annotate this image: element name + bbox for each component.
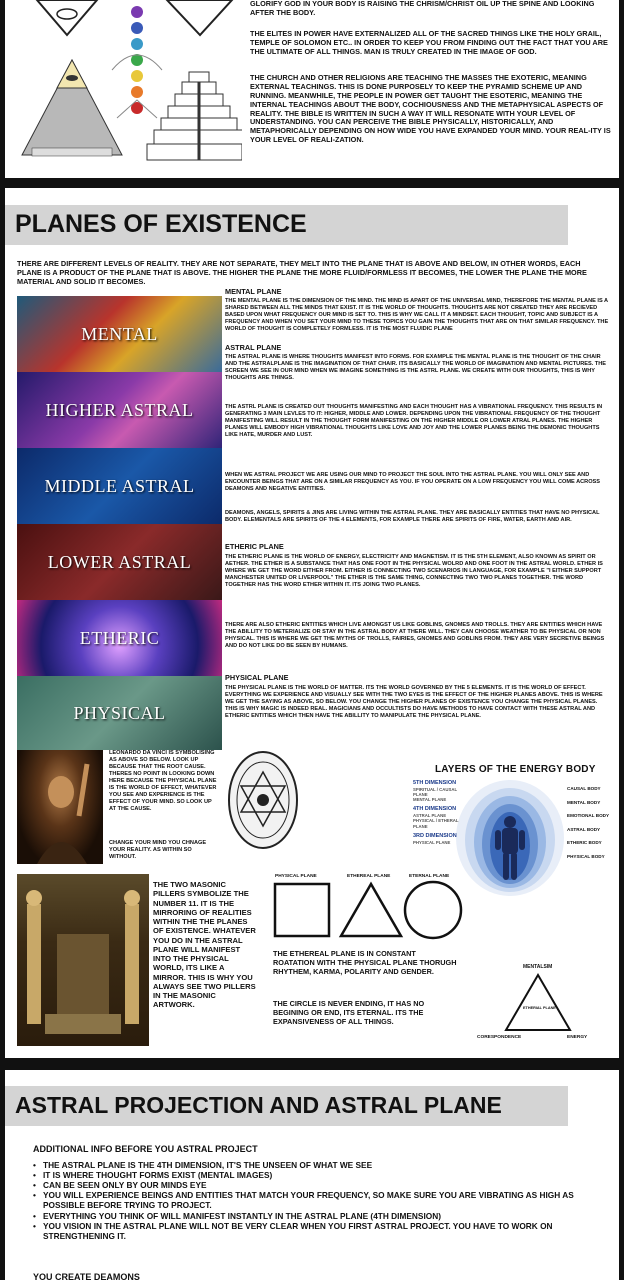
physical-text: THE PHYSICAL PLANE IS THE WORLD OF MATTER. ITS THE WORLD GOVERNED BY THE 5 ELEMENTS. IT IS THE WORLD OF EFFECT. EVERYTHING WE EXPERIENCE AND VISUALLY SEE WITH THE TWO EYES IS THE EFFECT OF THE HIGHER PLANES ABOVE. THIS IS WHERE WE GET THE SAYING AS ABOVE, SO BELOW. YOU CHANGE THE HIGHER PLANES OF EXISTENCE YOU CHANGE THE PHYSICAL PLANES. THIS IS WHY MAGIC IS INDEED REAL. MAGICIANS AND OCCULTISTS DO HAVE METHODS TO HAVE CONTACT WITH THESE ASTRAL AND ETHERIC ENTITIES WHICH THEN HAVE THE ABILLITY TO MANIPULATE THE PHYSICAL PLANE. bbox=[225, 685, 603, 719]
section-title: ASTRAL PROJECTION AND ASTRAL PLANE bbox=[15, 1092, 502, 1118]
etheric-plane-image: ETHERIC bbox=[17, 600, 222, 676]
square-icon bbox=[275, 884, 329, 936]
masonic-painting bbox=[17, 874, 149, 1046]
layers-right-labels: CAUSAL BODY MENTAL BODY EMOTIONAL BODY ASTRAL BODY ETHERIC BODY PHYSICAL BODY bbox=[567, 786, 610, 859]
planes-panel bbox=[5, 188, 619, 1058]
list-item: • CAN BE SEEN ONLY BY OUR MINDS EYE bbox=[31, 1180, 601, 1190]
masonic-seal-icon bbox=[225, 748, 301, 866]
energy-body-diagram bbox=[455, 776, 565, 896]
tri-right-label: ENERGY bbox=[567, 1035, 588, 1040]
cut-heading: YOU CREATE DEAMONS bbox=[33, 1272, 140, 1280]
shapes-text-2: THE CIRCLE IS NEVER ENDING, IT HAS NO BEGINING OR END, ITS ETERNAL. ITS THE EXPANSIVENESS OF ALL THINGS. bbox=[273, 999, 425, 1026]
lower-astral-image: LOWER ASTRAL bbox=[17, 524, 222, 600]
higher-astral-image: HIGHER ASTRAL bbox=[17, 372, 222, 448]
astral-text-3: WHEN WE ASTRAL PROJECT WE ARE USING OUR MIND TO PROJECT THE SOUL INTO THE ASTRAL PLANE. YOU WILL ONLY SEE AND ENCOUNTER BEINGS THAT ARE ON A SIMILAR FREQUENCY AS YOU. IF YOU OPERATE ON A LOW FREQUENCY YOU WILL COME ACROSS DEAMONS AND NEGATIVE ENTITIES. bbox=[225, 472, 601, 492]
triangle-icon bbox=[167, 0, 232, 35]
top-panel bbox=[5, 0, 619, 178]
masonic-text: THE TWO MASONIC PILLERS SYMBOLIZE THE NUMBER 11. IT IS THE MIRRORING OF REALITIES WITHIN THE THE PLANES OF EXISTENCE. WHATEVER YOU DO IN THE ASTRAL PLANE WILL MANIFEST INTO THE PHYSICAL WORLD, ITS LIKE A MIRROR. THIS IS WHY YOU ALWAYS SEE TWO PILLERS IN THE MASONIC ARTWORK. bbox=[153, 880, 256, 1010]
astral-text-2: THE ASTRL PLANE IS CREATED OUT THOUGHTS MANIFESTING AND EACH THOUGHT HAS A VIBRATIONAL FREQUENCY. THIS RESULTS IN GENERATING 3 MAIN LEVLES TO IT: HIGHER, MIDDLE AND LOWER. DEPENDING UPON THE VIBRATIONAL FREQUENCY OF THE THOUGHT MANIFESTING WILL RESULT IN THE THOUGHT FORM MANIFESTING ON THE HIGHER MIDDLE OR LOWER ATRAL PLANES. THE HIGHER PLANES WILL EMBODY HIGH VIBRATIONAL THOUGHTS LIKE LOVE AND JOY AND THE LOWER PLANES BEING THE DEMONIC THOUGHTS LIKE HATE, MURDER AND LUST. bbox=[225, 404, 603, 438]
planes-intro: THERE ARE DIFFERENT LEVELS OF REALITY. THEY ARE NOT SEPARATE, THEY MELT INTO THE PLANE THAT IS ABOVE AND BELOW, IN OTHER WORDS, EACH PLANE IS A PRODUCT OF THE PLANE THAT IS ABOVE. THE HIGHER THE PLANE THE MORE FLUID/FORMLESS IT BECOMES, THE LOWER THE PLANE THE MORE MATERIAL AND SOLID IT BECOMES. bbox=[17, 259, 587, 286]
chakra-figure-icon bbox=[112, 6, 162, 118]
layers-left-labels: 5TH DIMENSION SPIRITUAL / CAUSAL PLANE MENTAL PLANE 4TH DIMENSION ASTRAL PLANE PHYSICAL / ETHERAL PLANE 3RD DIMENSION PHYSICAL PLANE bbox=[413, 780, 459, 845]
two-pillars-icon bbox=[17, 874, 149, 1046]
davinci-text-1: LEONARDO DA VINCI IS SYMBOLISING AS ABOVE SO BELOW. LOOK UP BECAUSE THAT THE ROOT CAUSE. THERES NO POINT IN LOOKING DOWN HERE BECAUSE THE PHYSICAL PLANE IS THE WORLD OF EFFECT, WHATEVER YOU SEE AND EXPERIENCE IS THE EFFECT OF YOUR MIND. SO LOOK UP AT THE CAUSE. bbox=[109, 750, 217, 812]
davinci-text-2: CHANGE YOUR MIND YOU CHNAGE YOUR REALITY. AS WITHIN SO WITHOUT. bbox=[109, 840, 207, 860]
label-ethereal-plane: ETHEREAL PLANE bbox=[347, 874, 391, 879]
mental-plane-image: MENTAL bbox=[17, 296, 222, 372]
astral-text-1: THE ASTRAL PLANE IS WHERE THOUGHTS MANIFEST INTO FORMS. FOR EXAMPLE THE MENTAL PLANE IS THE THOUGHT OF THE CHAIR AND THE ASTRALPLANE IS THE IMAGINATION OF THAT CHAIR. ITS BASICALLY THE WORLD OF IMAGINATION AND MENTAL PICTURES. THE SCREEN WE SEE IN OUR MIND WHEN WE IMAGINE SOMETHING IS THE ASTRL PLANE. WE CREATE WITH OUR THOUGHTS, THIS IS WHY THOUGHTS ARE THINGS. bbox=[225, 354, 606, 381]
top-paragraph-3: THE CHURCH AND OTHER RELIGIONS ARE TEACHING THE MASSES THE EXOTERIC, MEANING EXTERNAL TEACHINGS. THIS IS DONE PURPOSELY TO KEEP THE PYRAMID SCHEME UP AND RUNNING. MEANWHILE, THE PEOPLE IN POWER GET TAUGHT THE ESOTERIC, MEANING THE INTERNAL TEACHINGS ABOUT THE BODY, COCHIOUSNESS AND THE METAPHYSICAL ASPECTS OF REALITY. THE BIBLE IS WRITTEN IN SUCH A WAY IT WILL RESONATE WITH YOUR LEVEL OF UNDERSTANDING. YOU CAN PERCEIVE THE BIBLE PHYSICALLY, HISTORICALLY, AND METAPHORICALLY DEPENDING ON HOW WIDE YOU HAVE EXPANDED YOUR MIND. YOUR REAL-ITY IS YOUR LEVEL OF REALI-ZATION. bbox=[250, 73, 611, 145]
astral-text-4: DEAMONS, ANGELS, SPIRITS & JINS ARE LIVING WITHIN THE ASTRAL PLANE. THEY ARE BASICALLY ENTITIES THAT HAVE NO PHYSICAL BODY. ELEMENTALS ARE SPIRITS OF THE 4 ELEMENTS, FOR EXAMPLE THERE ARE SPIRITS OF FIRE, WATER, EARTH AND AIR. bbox=[225, 510, 600, 523]
eye-triangle-icon bbox=[37, 0, 97, 35]
top-paragraph-2: THE ELITES IN POWER HAVE EXTERNALIZED ALL OF THE SACRED THINGS LIKE THE HOLY GRAIL, TEMPLE OF SOLOMON ETC.. IN ORDER TO KEEP YOU FROM FINDING OUT THE FACT THAT YOU ARE THE ULTIMATE OF ALL THINGS. MAN IS TRULY CREATED IN THE IMAGE OF GOD. bbox=[250, 29, 608, 56]
mental-text: THE MENTAL PLANE IS THE DIMENSION OF THE MIND. THE MIND IS APART OF THE UNIVERSAL MIND, THEREFORE THE MENTAL PLANE IS A SHARED BETWEEN ALL THE MINDS THAT EXIST. IT IS THE WORLD OF THOUGHTS. THOUGHTS ARE NOT CREATED THEY ARE RECIEVED BASED UPON WHAT FREQUENCY OUR MIND IS SET TO. THIS IS WHY WE CALL IT A MINDSET. EACH THOUGHT, TOPIC AND SUBJECT IS A FREQUENCY AND WHEN YOU SET YOUR MIND TO THESE TOPICS YOU GAIN THE THOUGHTS THAT ARE ON THAT SIMILAR FREQUENCY. THE WORLD OF THOUGHT IS COMPLETELY FORMLESS. IT IS THE MOST FLUIDIC PLANE bbox=[225, 298, 609, 332]
sacred-symbols-collage bbox=[17, 0, 242, 165]
top-paragraph-1: GLORIFY GOD IN YOUR BODY IS RAISING THE CHRISM/CHRIST OIL UP THE SPINE AND LOOKING AFTER THE BODY. bbox=[250, 0, 595, 17]
etheric-heading: ETHERIC PLANE bbox=[225, 542, 284, 551]
astral-subheading: ADDITIONAL INFO BEFORE YOU ASTRAL PROJECT bbox=[33, 1144, 258, 1154]
list-item: • IT IS WHERE THOUGHT FORMS EXIST (MENTAL IMAGES) bbox=[31, 1170, 601, 1180]
triangle-icon bbox=[341, 884, 401, 936]
etheric-text-1: THE ETHERIC PLANE IS THE WORLD OF ENERGY, ELECTRICITY AND MAGNETISM. IT IS THE 5TH ELEMENT, ALSO KNOWN AS SPIRIT OR AETHER. THE ETHER IS A SUBSTANCE THAT HAS ONE FOOT IN THE PHYSICAL WOLRD AND ONE FOOT IN THE ASTRAL WORLD. ETHER IS WHERE WE GET THE WORD EITHER FROM. EITHER IS CONNECTING TWO SCENARIOS IN LANGUAGE, FOR EXAMPLE "I EITHER SUPPORT MANCHESTER UNITED OR LIVERPOOL" THE ETHER IS THE SAME THING, CONNECTING TWO TWO PLANES TOGETHER. THE WORD TOGETHER HAS THE WORD ETHER WITHIN IT. ITS JOING TWO PLANES. bbox=[225, 554, 603, 588]
astral-heading: ASTRAL PLANE bbox=[225, 343, 282, 352]
list-item: • EVERYTHING YOU THINK OF WILL MANIFEST INSTANTLY IN THE ASTRAL PLANE (4TH DIMENSION) bbox=[31, 1211, 601, 1221]
tri-top-label: MENTALSIM bbox=[523, 964, 553, 970]
label-physical-plane: PHYSICAL PLANE bbox=[275, 874, 317, 879]
page-title: PLANES OF EXISTENCE bbox=[15, 210, 307, 238]
pointing-figure-icon bbox=[17, 750, 103, 864]
tri-inner-label: ETHERIAL PLANE bbox=[523, 1006, 556, 1010]
shapes-text-1: THE ETHEREAL PLANE IS IN CONSTANT ROATATION WITH THE PHYSICAL PLANE THORUGH RHYTHEM, KARMA, POLARITY AND GENDER. bbox=[273, 949, 457, 976]
astral-title-banner bbox=[5, 1086, 568, 1126]
da-vinci-painting bbox=[17, 750, 103, 864]
circle-icon bbox=[405, 882, 461, 938]
physical-heading: PHYSICAL PLANE bbox=[225, 673, 289, 682]
middle-astral-image: MIDDLE ASTRAL bbox=[17, 448, 222, 524]
triangle-diagram bbox=[503, 972, 573, 1034]
stepped-pyramid-icon bbox=[147, 72, 242, 160]
three-planes-shapes bbox=[273, 880, 473, 942]
label-eternal-plane: ETERNAL PLANE bbox=[409, 874, 450, 879]
astral-bullet-list bbox=[31, 1160, 601, 1241]
list-item: • YOU WILL EXPERIENCE BEINGS AND ENTITIES THAT MATCH YOUR FREQUENCY, SO MAKE SURE YOU ARE VIBRATING AS HIGH AS POSSIBLE BEFORE TRYING TO PROJECT. bbox=[31, 1190, 601, 1210]
physical-plane-image: PHYSICAL bbox=[17, 676, 222, 750]
astral-panel bbox=[5, 1070, 619, 1280]
mental-heading: MENTAL PLANE bbox=[225, 287, 282, 296]
eye-pyramid-icon bbox=[22, 60, 122, 156]
planes-title-banner bbox=[5, 205, 568, 245]
list-item: • THE ASTRAL PLANE IS THE 4TH DIMENSION, IT'S THE UNSEEN OF WHAT WE SEE bbox=[31, 1160, 601, 1170]
tri-left-label: CORESPONDENCE bbox=[477, 1035, 522, 1040]
etheric-text-2: THERE ARE ALSO ETHERIC ENTITIES WHICH LIVE AMONGST US LIKE GOBLINS, GNOMES AND TROLLS. THEY ARE ENTITIES WHICH HAVE THE ABILLITY TO METERIALIZE OR STAY IN THE ASTRAL BODY AT THERE WILL. THEY CAN CHOOSE WEATHER TO BE PHYSICAL OR NON PHYSICAL. THIS IS WHERE WE GET THE MYTHS OF TROLLS, FAIRIES, GNOMES AND GOBLINS FROM. THEY ARE VERY SECRETIVE BEINGS AND DO NOT LIKE DO BE SEEN BY HUMANS. bbox=[225, 622, 605, 649]
layers-title: LAYERS OF THE ENERGY BODY bbox=[435, 764, 596, 775]
list-item: • YOU VISION IN THE ASTRAL PLANE WILL NOT BE VERY CLEAR WHEN YOU FIRST ASTRAL PROJECT. YOU HAVE TO WORK ON STRENGTHENING IT. bbox=[31, 1221, 601, 1241]
